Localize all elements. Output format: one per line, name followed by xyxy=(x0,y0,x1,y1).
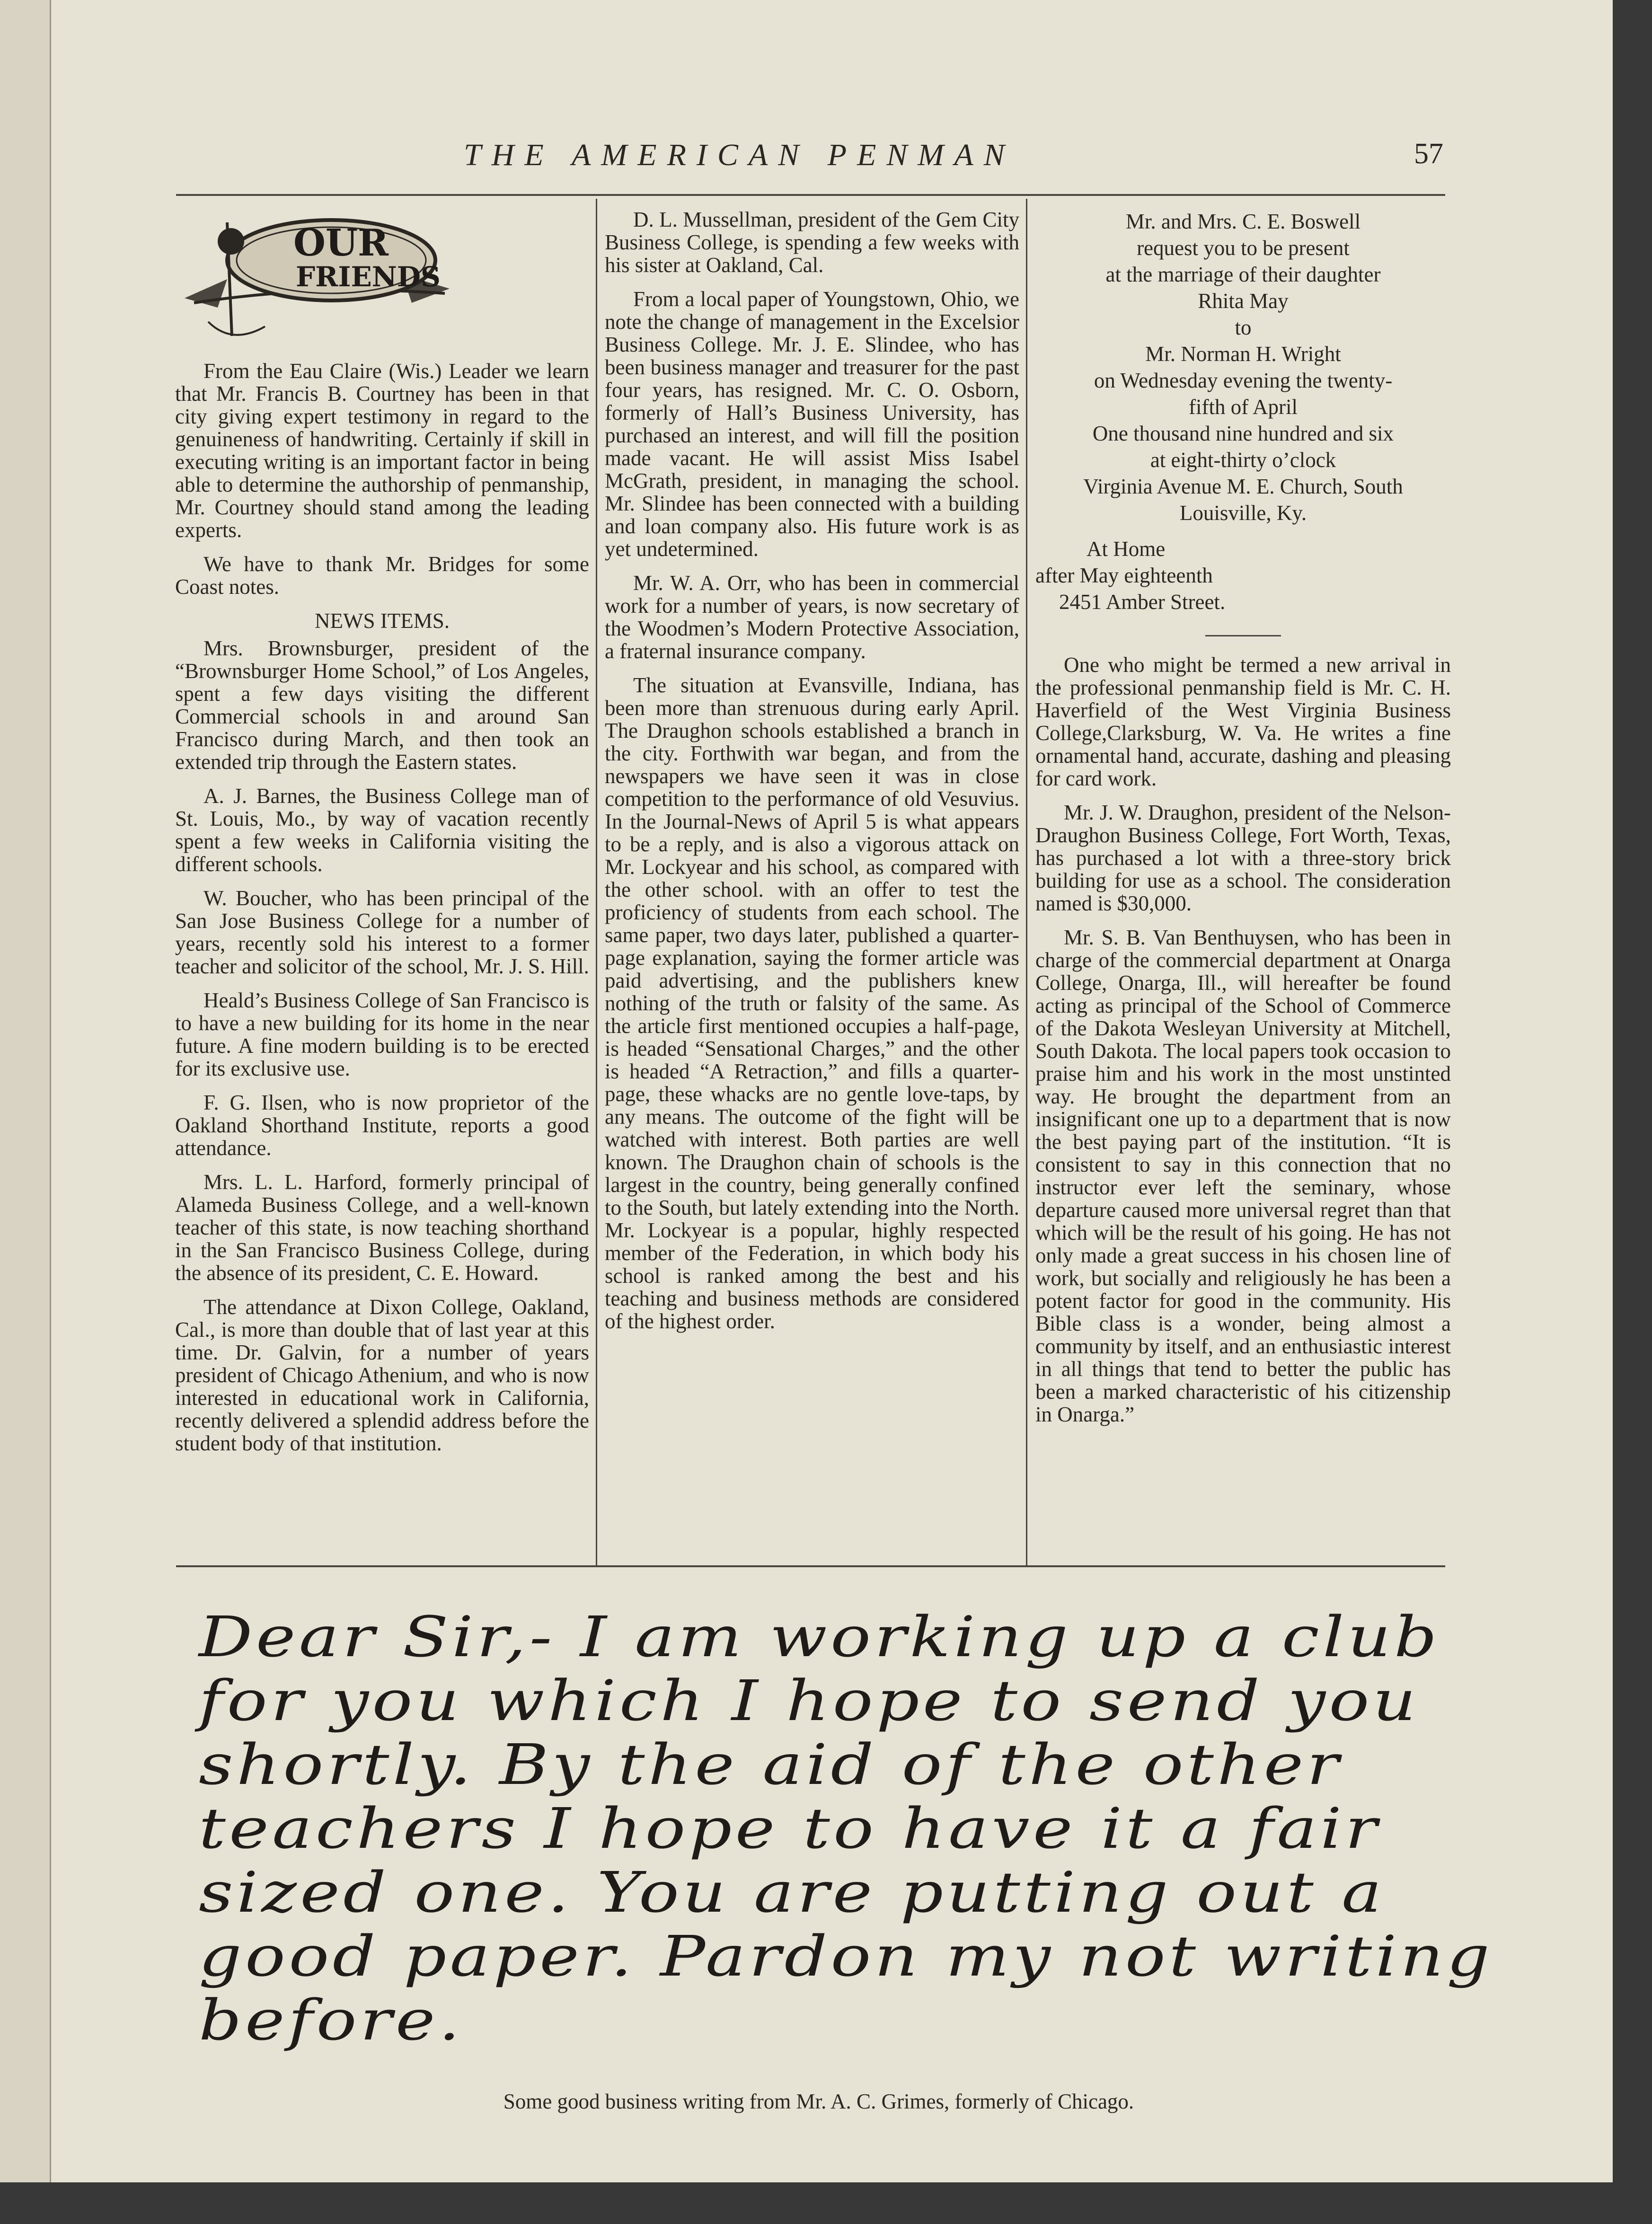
paragraph-mussellman: D. L. Mussellman, president of the Gem City Business College, is spending a few weeks with his sister at Oakland, Cal. xyxy=(605,208,1019,277)
scan-background-bottom xyxy=(0,2182,1652,2224)
home-line: At Home xyxy=(1087,537,1166,561)
script-line: for you which I hope to send you xyxy=(199,1668,1420,1733)
invite-line: Mr. and Mrs. C. E. Boswell xyxy=(1125,210,1361,233)
paragraph-orr: Mr. W. A. Orr, who has been in commercial work for a number of years, is now secretary of the Woodmen’s Modern Protective Association, a fraternal insurance company. xyxy=(605,571,1019,663)
column-1 xyxy=(175,208,589,1466)
paragraph-barnes: A. J. Barnes, the Business College man of St. Louis, Mo., by way of vacation recently spent a few weeks in California visiting the different schools. xyxy=(175,784,589,876)
script-line: sized one. You are putting out a xyxy=(199,1860,1385,1925)
invite-line: Rhita May xyxy=(1198,289,1289,313)
script-line: teachers I hope to have it a fair xyxy=(199,1796,1381,1861)
script-line: shortly. By the aid of the other xyxy=(199,1732,1343,1797)
wedding-invitation xyxy=(1035,208,1451,526)
paragraph-haverfield: One who might be termed a new arrival in the professional penmanship field is Mr. C. H. Haverfield of the West Virginia Business College,Clarksburg, W. Va. He writes a fine ornamental hand, accurate, dashing and pleasing for card work. xyxy=(1035,653,1451,790)
header-rule xyxy=(176,194,1445,196)
paragraph-healds: Heald’s Business College of San Francisco is to have a new building for its home in the near future. A fine modern building is to be erected for its exclusive use. xyxy=(175,988,589,1080)
script-line: before. xyxy=(199,1987,464,2053)
invite-line: One thousand nine hundred and six xyxy=(1092,422,1394,445)
journal-title: THE AMERICAN PENMAN xyxy=(464,138,1015,172)
home-line: after May eighteenth xyxy=(1035,564,1213,587)
column-2 xyxy=(605,208,1019,1344)
footer-rule xyxy=(176,1565,1445,1567)
paragraph-bridges: We have to thank Mr. Bridges for some Coast notes. xyxy=(175,552,589,599)
paragraph-evansville: The situation at Evansville, Indiana, has been more than strenuous during early April. The Draughon schools established a branch in the city. Forthwith war began, and from the newspapers we have seen it was in close competition to the performance of old Vesuvius. In the Journal-News of April 5 is what appears to be a reply, and is also a vigorous attack on Mr. Lockyear and his school, as compared with the other school. with an offer to test the proficiency of students from each school. The same paper, two days later, published a quarter-page explanation, saying the former article was paid advertising, and the publishers knew nothing of the truth or falsity of the same. As the article first mentioned occupies a half-page, is headed “Sensational Charges,” and the other is headed “A Retraction,” and fills a quarter-page, these whacks are no gentle love-taps, by any means. The outcome of the fight will be watched with interest. Both parties are well known. The Draughon chain of schools is the largest in the country, being generally confined to the South, but lately extending into the North. Mr. Lockyear is a popular, highly respected member of the Federation, in which body his school is ranked among the best and his teaching and business methods are considered of the highest order. xyxy=(605,673,1019,1333)
figure-caption: Some good business writing from Mr. A. C. Grimes, formerly of Chicago. xyxy=(503,2090,1134,2113)
invite-line: Louisville, Ky. xyxy=(1179,501,1307,525)
page-number: 57 xyxy=(1414,138,1443,170)
home-line: 2451 Amber Street. xyxy=(1059,590,1226,614)
scan-background-right xyxy=(1613,0,1652,2182)
invite-line: at the marriage of their daughter xyxy=(1105,263,1381,286)
news-items-heading: NEWS ITEMS. xyxy=(315,609,450,633)
invite-line: fifth of April xyxy=(1189,395,1298,419)
invite-line: to xyxy=(1235,316,1252,339)
paragraph-courtney: From the Eau Claire (Wis.) Leader we learn that Mr. Francis B. Courtney has been in that city giving expert testimony in regard to the genuineness of handwriting. Certainly if skill in executing writing is an important factor in being able to determine the authorship of penmanship, Mr. Courtney should stand among the leading experts. xyxy=(175,359,589,542)
invite-line: at eight-thirty o’clock xyxy=(1150,448,1336,472)
paragraph-youngstown: From a local paper of Youngstown, Ohio, we note the change of management in the Excelsior Business College. Mr. J. E. Slindee, who has been business manager and treasurer for the past four years, has resigned. Mr. C. O. Osborn, formerly of Hall’s Business University, has purchased an interest, and will fill the position made vacant. He will assist Miss Isabel McGrath, president, in managing the school. Mr. Slindee has been connected with a building and loan company also. His future work is as yet undetermined. xyxy=(605,287,1019,561)
logo-our: OUR xyxy=(293,221,389,265)
paragraph-van-benthuysen: Mr. S. B. Van Benthuysen, who has been in charge of the commercial department at Onarga College, Onarga, Ill., will hereafter be found acting as principal of the School of Commerce of the Dakota Wesleyan University at Mitchell, South Dakota. The local papers took occasion to praise him and his work in the most unstinted way. He brought the department from an insignificant one up to a department that is now the best paying part of the institution. “It is consistent to say in this connection that no instructor ever left the seminary, whose departure caused more universal regret than that which will be the result of his going. He has not only made a great success in his chosen line of work, but socially and religiously he has been a potent factor for good in the community. His Bible class is a wonder, being almost a community by itself, and an enthusiastic interest in all things that tend to better the public has been a marked characteristic of his citizenship in Onarga.” xyxy=(1035,926,1451,1426)
logo-friends: FRIENDS xyxy=(296,261,441,293)
paragraph-dixon: The attendance at Dixon College, Oakland, Cal., is more than double that of last year at this time. Dr. Galvin, for a number of years president of Chicago Athenium, and who is now interested in educational work in California, recently delivered a splendid address before the student body of that institution. xyxy=(175,1295,589,1455)
column-divider-2 xyxy=(1026,199,1027,1566)
running-header xyxy=(123,132,1443,185)
invite-line: Virginia Avenue M. E. Church, South xyxy=(1083,475,1403,498)
paragraph-ilsen: F. G. Ilsen, who is now proprietor of the Oakland Shorthand Institute, reports a good attendance. xyxy=(175,1091,589,1160)
invite-line: request you to be present xyxy=(1137,236,1350,260)
invite-line: on Wednesday evening the twenty- xyxy=(1094,369,1393,392)
column-3 xyxy=(1035,208,1451,1437)
our-friends-logo xyxy=(175,208,459,350)
adjacent-page-edge xyxy=(0,0,51,2224)
script-line: Dear Sir,- I am working up a club xyxy=(199,1604,1440,1669)
column-divider-1 xyxy=(596,199,597,1566)
script-line: good paper. Pardon my not writing xyxy=(199,1924,1493,1989)
at-home-notice xyxy=(1035,536,1451,615)
section-divider xyxy=(1205,635,1281,636)
invite-line: Mr. Norman H. Wright xyxy=(1145,342,1341,366)
handwritten-letter xyxy=(199,1604,1493,2058)
paragraph-harford: Mrs. L. L. Harford, formerly principal of Alameda Business College, and a well-known teacher of this state, is now teaching shorthand in the San Francisco Business College, during the absence of its president, C. E. Howard. xyxy=(175,1170,589,1285)
paragraph-brownsburger: Mrs. Brownsburger, president of the “Brownsburger Home School,” of Los Angeles, spent a few days visiting the different Commercial schools in and around San Francisco during March, and then took an extended trip through the Eastern states. xyxy=(175,636,589,774)
paragraph-draughon: Mr. J. W. Draughon, president of the Nelson-Draughon Business College, Fort Worth, Texas, has purchased a lot with a three-story brick building for use as a school. The consideration named is $30,000. xyxy=(1035,801,1451,915)
paragraph-boucher: W. Boucher, who has been principal of the San Jose Business College for a number of years, recently sold his interest to a former teacher and solicitor of the school, Mr. J. S. Hill. xyxy=(175,886,589,978)
